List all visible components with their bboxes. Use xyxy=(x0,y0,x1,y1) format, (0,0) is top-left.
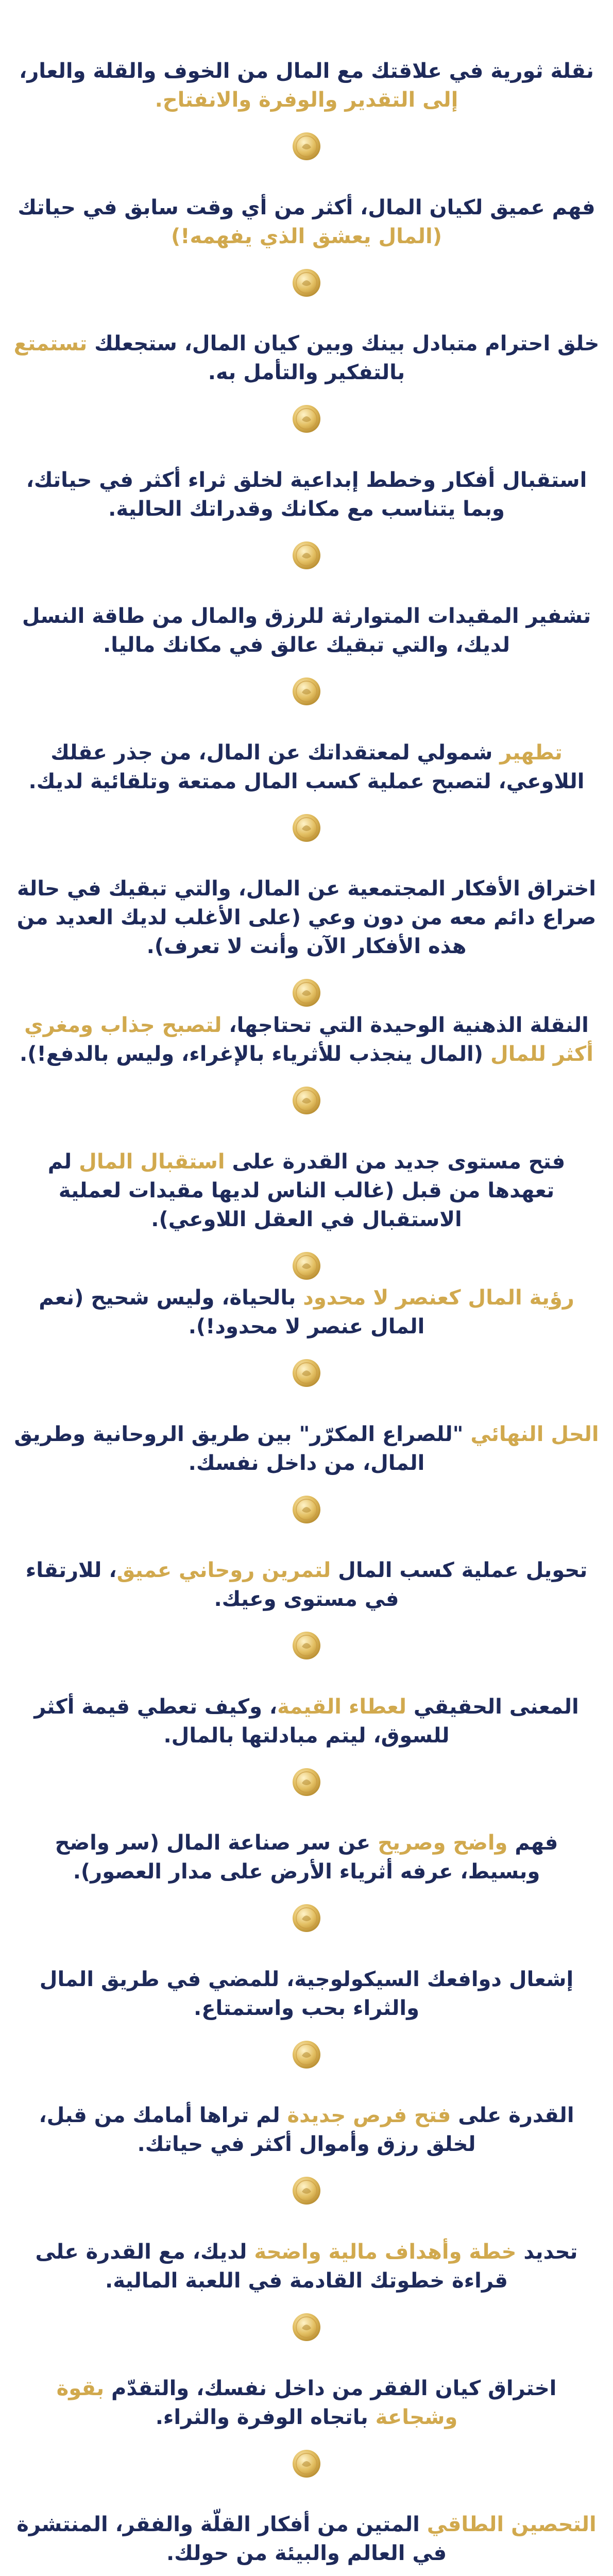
benefit-text xyxy=(13,1011,600,1069)
benefit-text-part: القدرة على xyxy=(451,2104,574,2128)
benefit-text-part: لم تراها أمامك من قبل، لخلق رزق وأموال أكثر في حياتك. xyxy=(39,2104,476,2157)
benefit-text-part: تحديد xyxy=(516,2240,578,2264)
benefit-text-part: "للصراع المكرّر" بين طريق الروحانية وطريق المال، من داخل نفسك. xyxy=(14,1422,464,1475)
benefit-text xyxy=(13,2238,600,2295)
benefit-text-part: بالحياة، وليس شحيح (نعم المال عنصر لا محدود!). xyxy=(39,1286,425,1339)
benefit-text xyxy=(13,1147,600,1234)
benefit-item xyxy=(0,329,613,434)
benefit-text-part: المعنى الحقيقي xyxy=(406,1694,579,1719)
benefit-text-part: نقلة ثورية في علاقتك مع المال من الخوف والقلة والعار، xyxy=(19,59,594,83)
benefit-item xyxy=(0,193,613,298)
benefit-text-part: تحويل عملية كسب المال xyxy=(331,1558,588,1583)
gold-coin-icon xyxy=(291,2175,322,2206)
benefit-highlight: تستمتع xyxy=(13,332,88,356)
benefit-text xyxy=(13,1692,600,1750)
benefit-item xyxy=(0,2238,613,2343)
gold-coin-icon xyxy=(291,2039,322,2070)
benefit-text-part: شمولي لمعتقداتك عن المال، من جذر عقلك اللاوعي، لتصبح عملية كسب المال ممتعة وتلقائية لديك. xyxy=(28,740,585,793)
benefit-text xyxy=(13,329,600,387)
gold-coin-icon xyxy=(291,403,322,434)
benefit-text-part: لديك، مع القدرة على قراءة خطوتك القادمة في اللعبة المالية. xyxy=(35,2240,508,2293)
benefit-text-part: بالتفكير والتأمل به. xyxy=(208,361,405,385)
benefit-highlight: رؤية المال كعنصر لا محدود xyxy=(303,1286,574,1310)
gold-coin-icon xyxy=(291,977,322,1008)
benefit-text-part: عن سر صناعة المال (سر واضح وبسيط، عرفه أثرياء الأرض على مدار العصور). xyxy=(55,1831,540,1884)
gold-coin-icon xyxy=(291,1085,322,1116)
benefit-text-part: (المال ينجذب للأثرياء بالإغراء، وليس بالدفع!). xyxy=(20,1042,490,1066)
gold-coin-icon xyxy=(291,1767,322,1798)
benefit-text-part: خلق احترام متبادل بينك وبين كيان المال، ستجعلك xyxy=(87,332,600,356)
benefit-text-part: اختراق كيان الفقر من داخل نفسك، والتقدّم xyxy=(104,2376,557,2400)
benefit-item xyxy=(0,874,613,1008)
benefit-highlight: الحل النهائي xyxy=(463,1422,599,1446)
benefit-text-part: باتجاه الوفرة والثراء. xyxy=(155,2405,376,2429)
benefit-highlight: واضح وصريح xyxy=(378,1831,508,1855)
benefit-highlight: لعطاء القيمة xyxy=(277,1694,406,1719)
benefit-text xyxy=(13,1556,600,1614)
benefit-text xyxy=(13,1420,600,1478)
gold-coin-icon xyxy=(291,540,322,571)
gold-coin-icon xyxy=(291,1494,322,1525)
benefit-item xyxy=(0,1283,613,1388)
gold-coin-icon xyxy=(291,1630,322,1661)
benefit-text xyxy=(13,2510,600,2568)
benefit-highlight: بقوة وشجاعة xyxy=(56,2376,458,2429)
benefit-highlight: تطهير xyxy=(500,740,563,765)
gold-coin-icon xyxy=(291,2448,322,2479)
gold-coin-icon xyxy=(291,267,322,298)
benefit-text-part: فهم عميق لكيان المال، أكثر من أي وقت سابق في حياتك xyxy=(18,195,595,219)
gold-coin-icon xyxy=(291,1358,322,1388)
benefit-text-part: ، للارتقاء في مستوى وعيك. xyxy=(25,1558,399,1612)
benefit-highlight: فتح فرص جديدة xyxy=(287,2104,451,2128)
benefit-item xyxy=(0,738,613,843)
benefit-item xyxy=(0,2101,613,2206)
benefit-highlight: استقبال المال xyxy=(79,1149,225,1174)
gold-coin-icon xyxy=(291,676,322,707)
benefit-text xyxy=(13,466,600,523)
benefit-highlight: التحصين الطاقي xyxy=(427,2513,597,2537)
gold-coin-icon xyxy=(291,1250,322,1281)
benefit-text xyxy=(13,2374,600,2432)
benefit-highlight: إلى التقدير والوفرة والانفتاح. xyxy=(155,88,458,112)
benefit-item xyxy=(0,1556,613,1661)
benefit-text-part: فتح مستوى جديد من القدرة على xyxy=(225,1149,566,1174)
benefit-item xyxy=(0,1692,613,1798)
benefit-text xyxy=(13,602,600,659)
benefit-text-part: فهم xyxy=(507,1831,558,1855)
benefit-text-part: النقلة الذهنية الوحيدة التي تحتاجها، xyxy=(222,1013,589,1037)
gold-coin-icon xyxy=(291,812,322,843)
benefit-highlight: (المال يعشق الذي يفهمه!) xyxy=(171,224,442,248)
benefit-text-part: المتين من أفكار القلّة والفقر، المنتشرة في العالم والبيئة من حولك. xyxy=(16,2513,447,2566)
benefit-item xyxy=(0,466,613,571)
benefit-item xyxy=(0,1965,613,2070)
gold-coin-icon xyxy=(291,2312,322,2343)
benefit-text-part: تشفير المقيدات المتوارثة للرزق والمال من طاقة النسل لديك، والتي تبقيك عالق في مكانك ماليا. xyxy=(22,604,591,657)
benefit-text-part: استقبال أفكار وخطط إبداعية لخلق ثراء أكثر في حياتك، وبما يتناسب مع مكانك وقدراتك الحالية. xyxy=(26,468,587,521)
benefit-item xyxy=(0,602,613,707)
benefit-text-part: اختراق الأفكار المجتمعية عن المال، والتي تبقيك في حالة صراع دائم معه من دون وعي (على الأغلب لديك العديد من هذه الأفكار الآن وأنت لا تعرف). xyxy=(16,877,597,959)
benefit-text xyxy=(13,2101,600,2159)
benefit-highlight: لتصبح جذاب ومغري أكثر للمال xyxy=(24,1013,593,1066)
benefit-text xyxy=(13,193,600,251)
benefit-item xyxy=(0,1828,613,1934)
benefit-text-part: إشعال دوافعك السيكولوجية، للمضي في طريق المال والثراء بحب واستمتاع. xyxy=(39,1967,574,2020)
benefit-text xyxy=(13,1283,600,1341)
benefit-text xyxy=(13,738,600,796)
benefit-text xyxy=(13,1828,600,1886)
benefit-item xyxy=(0,2510,613,2576)
benefit-item xyxy=(0,1420,613,1525)
benefit-text-part: لم تعهدها من قبل (غالب الناس لديها مقيدات لعملية الاستقبال في العقل اللاوعي). xyxy=(47,1149,555,1231)
benefit-text xyxy=(13,874,600,961)
benefit-item xyxy=(0,2374,613,2479)
benefit-highlight: لتمرين روحاني عميق xyxy=(116,1558,331,1583)
benefit-text-part: ، وكيف تعطي قيمة أكثر للسوق، ليتم مبادلتها بالمال. xyxy=(34,1694,450,1748)
benefit-text xyxy=(13,57,600,114)
gold-coin-icon xyxy=(291,1903,322,1934)
benefit-highlight: خطة وأهداف مالية واضحة xyxy=(254,2240,517,2264)
benefit-item xyxy=(0,57,613,162)
benefit-item xyxy=(0,1147,613,1281)
benefit-text xyxy=(13,1965,600,2023)
gold-coin-icon xyxy=(291,131,322,162)
benefit-item xyxy=(0,1011,613,1116)
